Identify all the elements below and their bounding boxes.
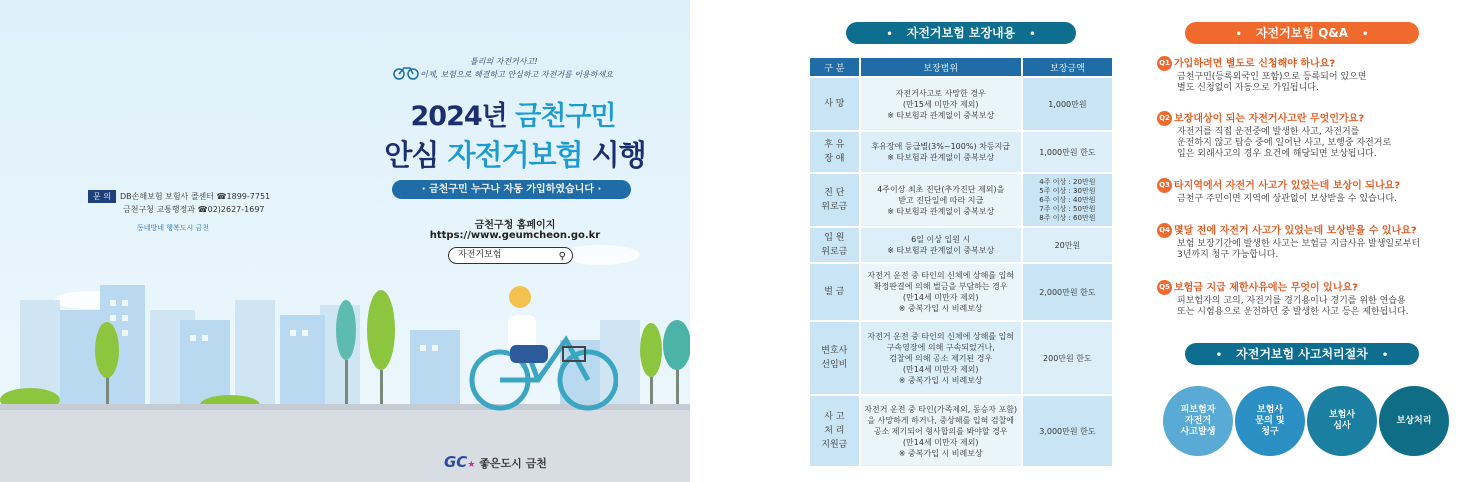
table-cell-category: 변호사 선임비 (810, 322, 861, 394)
bicycle-icon (393, 66, 419, 80)
gc-logo-icon: GC (444, 453, 468, 471)
table-cell-category: 진 단 위로금 (810, 174, 861, 226)
search-text: 자전거보험 (458, 250, 502, 260)
coverage-heading: • 자전거보험 보장내용 • (846, 22, 1076, 44)
table-cell-scope: 자전거 운전 중 타인의 신체에 상해를 입혀 확정판결에 의해 벌금을 부담하는 경우 (만14세 미만자 제외) ※ 중복가입 시 비례보상 (861, 264, 1023, 320)
procedure-steps (1163, 386, 1453, 456)
table-row (810, 322, 1112, 394)
star-icon: ★ (467, 460, 476, 470)
table-cell-amount: 1,000만원 한도 (1023, 132, 1112, 172)
table-cell-amount: 4주 이상 : 20만원 5주 이상 : 30만원 6주 이상 : 40만원 7주 이상 : 50만원 8주 이상 : 60만원 (1023, 174, 1112, 226)
table-cell-scope: 자전거 운전 중 타인(가족제외, 동승자 포함) 을 사망하게 하거나, 중상해를 입혀 검찰에 공소 제기되어 형사합의를 봐야할 경우 (만14세 미만자 제외) ※ 중복가입 시 비례보상 (861, 396, 1023, 466)
qa-question (1157, 223, 1467, 239)
question-text: 몇달 전에 자전거 사고가 있었는데 보상받을 수 있나요? (1174, 225, 1417, 237)
city-motto: 동네방네 행복도시 금천 (137, 224, 210, 232)
column-header: 보장범위 (861, 58, 1023, 76)
qa-panel (1150, 0, 1469, 482)
table-row (810, 228, 1112, 262)
table-cell-category: 입 원 위로금 (810, 228, 861, 262)
qa-answer: 자전거를 직접 운전중에 발생한 사고, 자전거를 운전하지 않고 탑승 중에 일어난 사고, 보행중 자전거로 입은 외래사고의 경우 요건에 해당되면 보상됩니다. (1177, 127, 1392, 159)
search-icon: ⚲ (558, 251, 566, 262)
table-cell-scope: 자전거사고로 사망한 경우 (만15세 미만자 제외) ※ 타보험과 관계없이 중복보상 (861, 78, 1023, 130)
contact-info (88, 190, 270, 216)
qa-question (1157, 178, 1467, 194)
qa-item (1157, 178, 1467, 205)
qa-question (1157, 56, 1467, 72)
qa-answer: 금천구민(등록외국인 포함)으로 등록되어 있으면 별도 신청없이 자동으로 가입됩니다. (1177, 72, 1367, 93)
table-row (810, 174, 1112, 226)
coverage-panel (800, 0, 1130, 482)
question-number-badge: Q1 (1157, 56, 1172, 71)
qa-item (1157, 280, 1467, 318)
question-number-badge: Q4 (1157, 223, 1172, 238)
search-box[interactable] (448, 247, 573, 264)
contact-tag: 문 의 (88, 190, 116, 203)
table-cell-amount: 20만원 (1023, 228, 1112, 262)
qa-answer: 금천구 주민이면 지역에 상관없이 보상받을 수 있습니다. (1177, 194, 1397, 204)
table-row (810, 78, 1112, 130)
qa-answer: 보험 보장기간에 발생한 사고는 보험금 지급사유 발생일로부터 3년까지 청구 가능합니다. (1177, 239, 1421, 260)
table-header-row (810, 58, 1112, 76)
road (0, 410, 690, 482)
cyclist-illustration (468, 285, 618, 415)
column-header: 구 분 (810, 58, 861, 76)
table-cell-scope: 후유장애 등급별(3%~100%) 차등지급 ※ 타보험과 관계없이 중복보상 (861, 132, 1023, 172)
qa-question (1157, 280, 1467, 296)
table-cell-scope: 4주이상 최초 진단(추가진단 제외)을 받고 진단일에 따라 지급 ※ 타보험과 관계없이 중복보상 (861, 174, 1023, 226)
geumcheon-logo: GC★ 좋은도시 금천 (444, 453, 547, 471)
question-text: 보험금 지급 제한사유에는 무엇이 있나요? (1174, 282, 1358, 294)
table-cell-category: 사 망 (810, 78, 861, 130)
coverage-table (810, 56, 1112, 468)
question-text: 타지역에서 자전거 사고가 있었는데 보상이 되나요? (1174, 180, 1401, 192)
qa-answer: 피보험자의 고의, 자전거를 경기용이나 경기를 위한 연습용 또는 시험용으로 운전하던 중 발생한 사고 등은 제한됩니다. (1177, 296, 1409, 317)
table-cell-category: 벌 금 (810, 264, 861, 320)
column-header: 보장금액 (1023, 58, 1112, 76)
qa-heading: • 자전거보험 Q&A • (1185, 22, 1419, 44)
question-text: 보장대상이 되는 자전거사고란 무엇인가요? (1174, 113, 1365, 125)
cover-panel (0, 0, 690, 482)
table-cell-scope: 6일 이상 입원 시 ※ 타보험과 관계없이 중복보상 (861, 228, 1023, 262)
procedure-step: 보험사 문의 및 청구 (1235, 386, 1305, 456)
table-row (810, 396, 1112, 466)
table-row (810, 264, 1112, 320)
table-cell-scope: 자전거 운전 중 타인의 신체에 상해를 입혀 구속영장에 의해 구속되었거나, 검찰에 의해 공소 제기된 경우 (만14세 미만자 제외) ※ 중복가입 시 비례보상 (861, 322, 1023, 394)
qa-item (1157, 56, 1467, 94)
homepage-url[interactable]: https://www.geumcheon.go.kr (429, 230, 601, 241)
procedure-heading: • 자전거보험 사고처리절차 • (1185, 343, 1419, 365)
table-cell-amount: 3,000만원 한도 (1023, 396, 1112, 466)
table-cell-category: 사 고 처 리 지원금 (810, 396, 861, 466)
homepage-title: 금천구청 홈페이지 (474, 220, 556, 231)
table-row (810, 132, 1112, 172)
auto-enroll-banner: · 금천구민 누구나 자동 가입하였습니다 · (392, 180, 631, 199)
qa-item (1157, 111, 1467, 160)
question-text: 가입하려면 별도로 신청해야 하나요? (1174, 58, 1336, 70)
contact-line1: DB손해보험 보험사 콜센터 ☎1899-7751 (120, 192, 271, 201)
slogan-line1: 틀리의 자전거사고! (470, 57, 538, 66)
procedure-step: 보상처리 (1379, 386, 1449, 456)
table-cell-amount: 200만원 한도 (1023, 322, 1112, 394)
question-number-badge: Q3 (1157, 178, 1172, 193)
table-cell-amount: 1,000만원 (1023, 78, 1112, 130)
slogan-line2: 이제, 보험으로 해결하고 안심하고 자전거를 이용하세요 (420, 70, 613, 79)
table-cell-category: 후 유 장 애 (810, 132, 861, 172)
table-cell-amount: 2,000만원 한도 (1023, 264, 1112, 320)
question-number-badge: Q5 (1157, 280, 1172, 295)
main-title-line1: 2024년 금천구민 (410, 101, 616, 132)
contact-line2: 금천구청 교통행정과 ☎02)2627-1697 (123, 205, 265, 214)
procedure-step: 보험사 심사 (1307, 386, 1377, 456)
qa-question (1157, 111, 1467, 127)
main-title-line2: 안심 자전거보험 시행 (384, 138, 646, 172)
question-number-badge: Q2 (1157, 111, 1172, 126)
qa-item (1157, 223, 1467, 261)
procedure-step: 피보험자 자전거 사고발생 (1163, 386, 1233, 456)
